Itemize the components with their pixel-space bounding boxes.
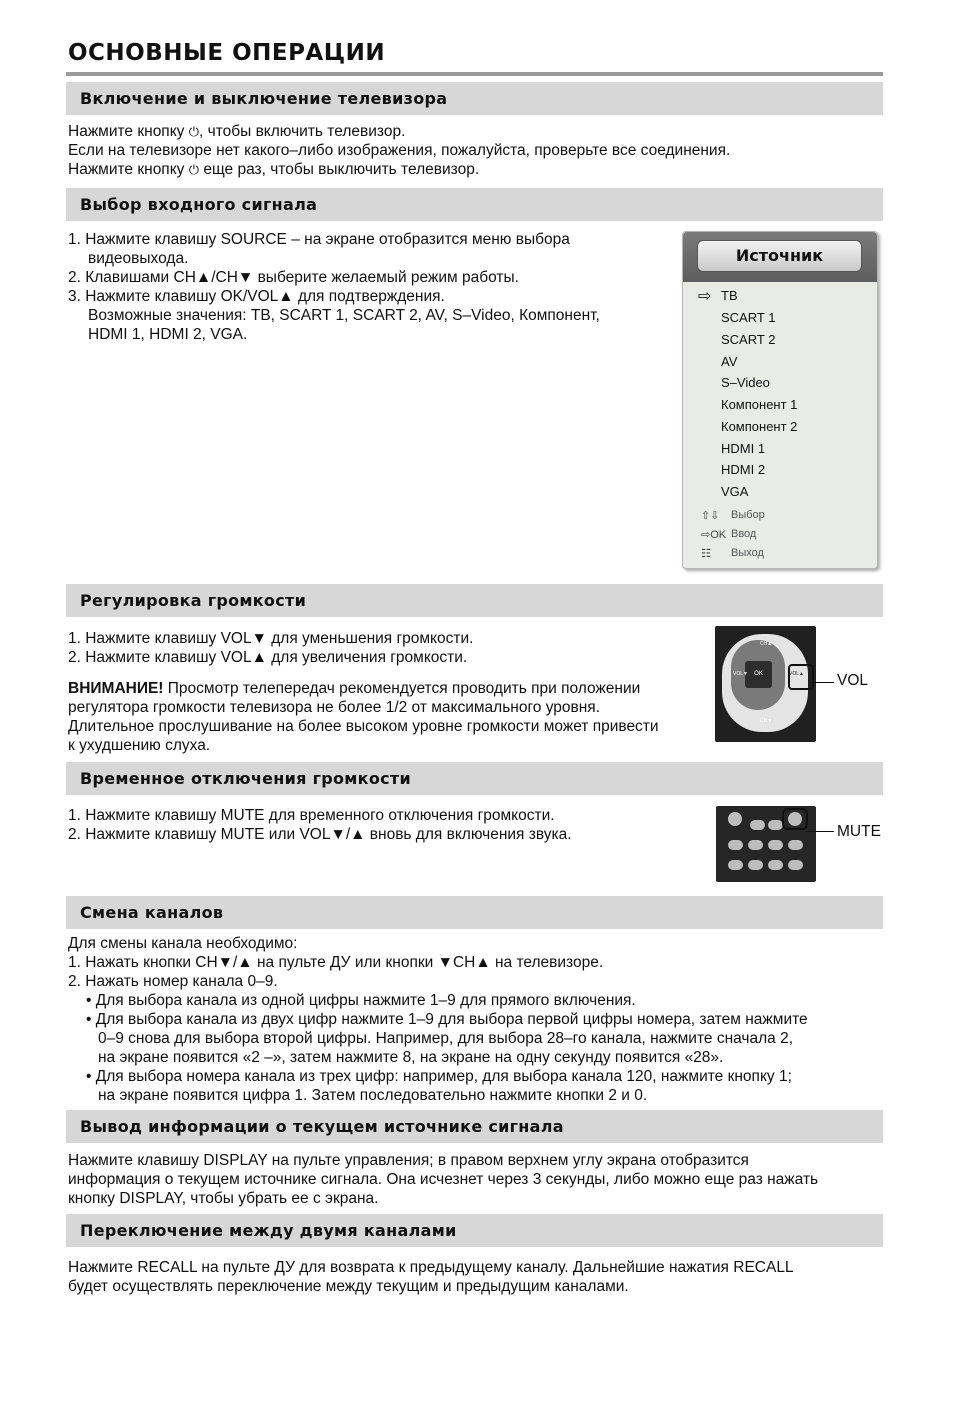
menu-item-hdmi1[interactable]: HDMI 1: [721, 441, 766, 456]
mute-line-2: 2. Нажмите клавишу MUTE или VOL▼/▲ вновь для включения звука.: [68, 826, 572, 843]
volume-warning-line-1: ВНИМАНИЕ! Просмотр телепередач рекомендуется проводить при положении: [68, 680, 641, 697]
ok-button: OK: [745, 661, 772, 688]
volume-warning-line-3: Длительное прослушивание на более высоком уровне громкости может привести: [68, 718, 659, 735]
section-header-display: Вывод информации о текущем источнике сигнала: [66, 1110, 883, 1143]
channels-bullet-2-cont-1: 0–9 снова для выбора второй цифры. Например, для выбора 28–го канала, нажмите сначала 2,: [98, 1030, 794, 1047]
recall-line-1: Нажмите RECALL на пульте ДУ для возврата к предыдущему каналу. Дальнейшие нажатия RECALL: [68, 1259, 794, 1276]
remote-button: [750, 820, 765, 830]
power-icon: ⏻: [188, 162, 200, 177]
channels-bullet-3: • Для выбора номера канала из трех цифр: например, для выбора канала 120, нажмите кнопку 1;: [86, 1068, 792, 1085]
menu-item-tv[interactable]: ТВ: [721, 288, 738, 303]
remote-button: [788, 840, 803, 850]
page-title: ОСНОВНЫЕ ОПЕРАЦИИ: [68, 40, 386, 66]
remote-button: [768, 820, 783, 830]
display-line-3: кнопку DISPLAY, чтобы убрать ее с экрана.: [68, 1190, 379, 1207]
menu-item-av[interactable]: AV: [721, 354, 738, 369]
power-icon: ⏻: [188, 124, 200, 139]
select-arrows-icon: ⇧⇩: [701, 510, 720, 522]
remote-button: [728, 840, 743, 850]
display-line-2: информация о текущем источнике сигнала. Она исчезнет через 3 секунды, либо можно еще раз нажать: [68, 1171, 819, 1188]
section-header-channels: Смена каналов: [66, 896, 883, 929]
display-line-1: Нажмите клавишу DISPLAY на пульте управления; в правом верхнем углу экрана отобразится: [68, 1152, 749, 1169]
menu-item-svideo[interactable]: S–Video: [721, 375, 770, 390]
section-header-mute: Временное отключения громкости: [66, 762, 883, 795]
mute-line-1: 1. Нажмите клавишу MUTE для временного отключения громкости.: [68, 807, 555, 824]
menu-item-vga[interactable]: VGA: [721, 484, 749, 499]
pad-vol-down: VOL▼: [733, 671, 748, 677]
pad-vol-up: VOL▲: [789, 671, 804, 677]
warning-label: ВНИМАНИЕ!: [68, 680, 164, 697]
power-line-3: Нажмите кнопку ⏻ еще раз, чтобы выключить телевизор.: [68, 161, 480, 178]
remote-button: [788, 860, 803, 870]
channels-line-1: Для смены канала необходимо:: [68, 935, 298, 952]
channels-bullet-2: • Для выбора канала из двух цифр нажмите 1–9 для выбора первой цифры номера, затем нажмите: [86, 1011, 808, 1028]
remote-button: [748, 840, 763, 850]
source-line-5: Возможные значения: ТВ, SCART 1, SCART 2, AV, S–Video, Компонент,: [88, 307, 600, 324]
channels-line-3: 2. Нажать номер канала 0–9.: [68, 973, 278, 990]
selection-arrow-icon: ⇨: [698, 288, 712, 305]
menu-item-component2[interactable]: Компонент 2: [721, 419, 798, 434]
source-line-6: HDMI 1, HDMI 2, VGA.: [88, 326, 248, 343]
mute-button-highlight: [782, 808, 808, 830]
hint-enter: Ввод: [731, 528, 757, 540]
hint-select: Выбор: [731, 509, 765, 521]
vol-leader-line: [810, 682, 834, 683]
volume-warning-line-2: регулятора громкости телевизора не более 1/2 от максимального уровня.: [68, 699, 601, 716]
vol-callout: VOL: [837, 672, 869, 689]
vol-button-highlight: [788, 664, 814, 690]
volume-line-2: 2. Нажмите клавишу VOL▲ для увеличения громкости.: [68, 649, 468, 666]
section-header-recall: Переключение между двумя каналами: [66, 1214, 883, 1247]
source-menu: [682, 231, 878, 569]
channels-bullet-1: • Для выбора канала из одной цифры нажмите 1–9 для прямого включения.: [86, 992, 636, 1009]
remote-button: [728, 860, 743, 870]
source-line-2: видеовыхода.: [88, 250, 189, 267]
recall-line-2: будет осуществлять переключение между текущим и предыдущим каналами.: [68, 1278, 629, 1295]
mute-leader-line: [806, 831, 834, 832]
section-header-volume: Регулировка громкости: [66, 584, 883, 617]
pad-ch-down: CH▼: [760, 718, 773, 724]
remote-button: [768, 860, 783, 870]
section-header-source: Выбор входного сигнала: [66, 188, 883, 221]
volume-warning-line-4: к ухудшению слуха.: [68, 737, 211, 754]
menu-item-scart2[interactable]: SCART 2: [721, 332, 776, 347]
power-line-1: Нажмите кнопку ⏻, чтобы включить телевизор.: [68, 123, 406, 140]
channels-bullet-2-cont-2: на экране появится «2 –», затем нажмите 8, на экране на одну секунду появится «28».: [98, 1049, 724, 1066]
menu-item-scart1[interactable]: SCART 1: [721, 310, 776, 325]
source-line-1: 1. Нажмите клавишу SOURCE – на экране отобразится меню выбора: [68, 231, 570, 248]
source-menu-title: Источник: [697, 240, 862, 272]
mute-callout: MUTE: [837, 823, 881, 840]
enter-icon: ⇨OK: [701, 529, 727, 541]
hint-exit: Выход: [731, 547, 764, 559]
source-line-3: 2. Клавишами CH▲/CH▼ выберите желаемый режим работы.: [68, 269, 519, 286]
source-line-4: 3. Нажмите клавишу OK/VOL▲ для подтверждения.: [68, 288, 445, 305]
pad-ch-up: CH▲: [760, 641, 773, 647]
section-header-power: Включение и выключение телевизора: [66, 82, 883, 115]
source-menu-header: [683, 232, 877, 282]
channels-line-2: 1. Нажать кнопки CH▼/▲ на пульте ДУ или кнопки ▼CH▲ на телевизоре.: [68, 954, 604, 971]
menu-item-hdmi2[interactable]: HDMI 2: [721, 462, 766, 477]
remote-button: [768, 840, 783, 850]
remote-button: [728, 812, 742, 826]
title-divider: [66, 72, 883, 76]
menu-item-component1[interactable]: Компонент 1: [721, 397, 798, 412]
remote-button: [748, 860, 763, 870]
volume-line-1: 1. Нажмите клавишу VOL▼ для уменьшения громкости.: [68, 630, 474, 647]
channels-bullet-3-cont: на экране появится цифра 1. Затем последовательно нажмите кнопки 2 и 0.: [98, 1087, 648, 1104]
menu-exit-icon: ☷: [701, 548, 711, 560]
power-line-2: Если на телевизоре нет какого–либо изображения, пожалуйста, проверьте все соединения.: [68, 142, 731, 159]
